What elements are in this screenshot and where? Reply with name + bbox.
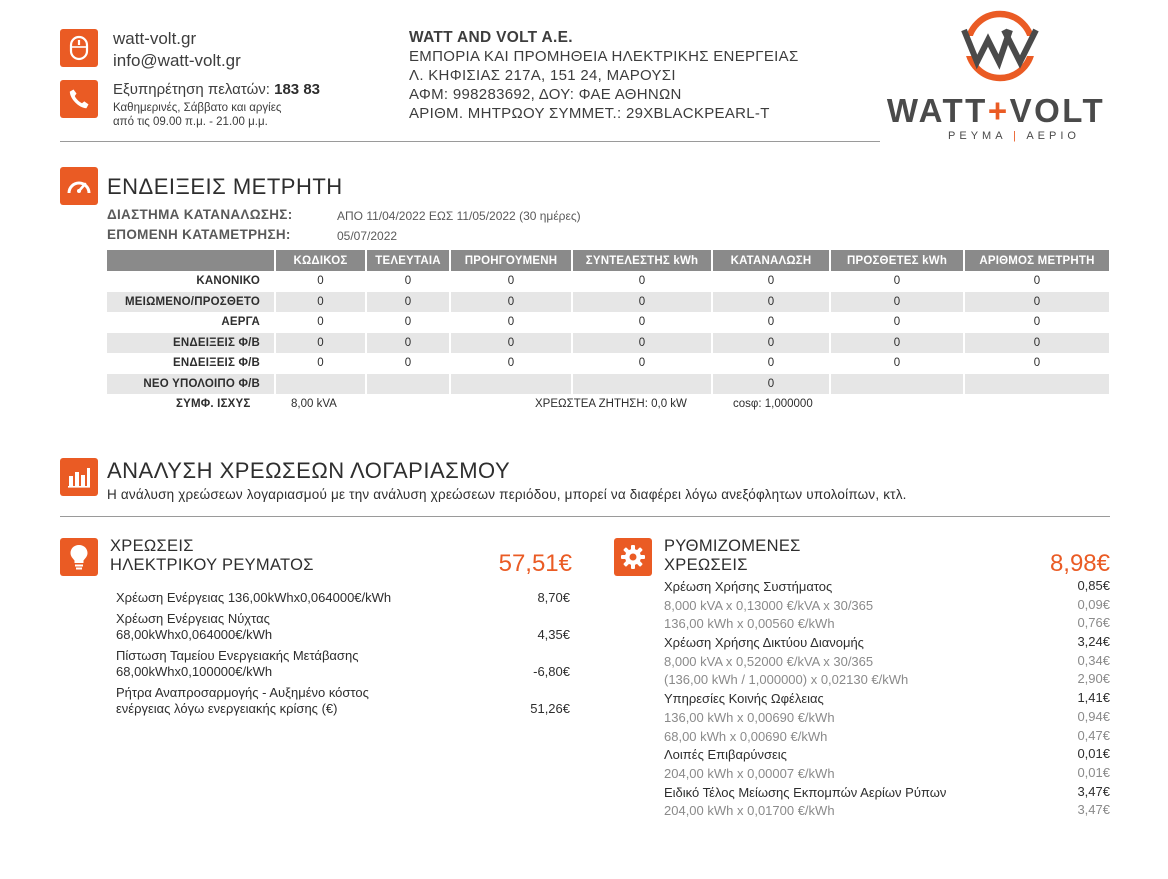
regulated-row-text: Λοιπές Επιβαρύνσεις: [664, 747, 787, 763]
meter-table-wrap: [105, 250, 1111, 394]
phone-icon: [60, 80, 98, 118]
row-label: ΑΕΡΓΑ: [221, 316, 260, 329]
table-cell: 0: [1033, 357, 1041, 370]
support-number: 183 83: [274, 81, 321, 98]
table-header-blank: [107, 250, 274, 271]
regulated-list: [664, 578, 1110, 821]
brand-logo: [880, 6, 1112, 146]
company-afm: ΑΦΜ: 998283692, ΔΟΥ: ΦΑΕ ΑΘΗΝΩΝ: [409, 86, 682, 103]
power-value: 8,00 kVA: [291, 398, 337, 410]
table-cell: 0: [1033, 275, 1041, 288]
regulated-row-text: 68,00 kWh x 0,00690 €/kWh: [664, 728, 828, 744]
meter-table-header: [107, 250, 1109, 271]
row-label: ΕΝΔΕΙΞΕΙΣ Φ/Β: [172, 357, 260, 370]
consumption-period-value: ΑΠΟ 11/04/2022 ΕΩΣ 11/05/2022 (30 ημέρες): [337, 209, 581, 223]
company-address: Λ. ΚΗΦΙΣΙΑΣ 217Α, 151 24, ΜΑΡΟΥΣΙ: [409, 67, 676, 84]
next-reading-label: ΕΠΟΜΕΝΗ ΚΑΤΑΜΕΤΡΗΣΗ:: [107, 227, 291, 242]
energy-item-amount: -6,80€: [533, 664, 570, 679]
table-cell: 0: [507, 357, 515, 370]
energy-item: [116, 611, 572, 643]
regulated-title-line-2: ΧΡΕΩΣΕΙΣ: [664, 556, 748, 574]
table-cell: 0: [451, 292, 571, 313]
regulated-row-amount: 0,09€: [1077, 596, 1110, 612]
table-cell: 0: [713, 333, 829, 354]
bar-chart-icon: [60, 458, 98, 496]
energy-title-line-2: ΗΛΕΚΤΡΙΚΟΥ ΡΕΥΜΑΤΟΣ: [110, 556, 314, 574]
energy-item-text: Χρέωση Ενέργειας Νύχτας: [116, 611, 270, 626]
support-hours-2: από τις 09.00 π.μ. - 21.00 μ.μ.: [113, 116, 268, 128]
energy-title-line-1: ΧΡΕΩΣΕΙΣ: [110, 537, 194, 555]
regulated-title-line-1: ΡΥΘΜΙΖΟΜΕΝΕΣ: [664, 537, 801, 555]
energy-item-text: Πίστωση Ταμείου Ενεργειακής Μετάβασης: [116, 648, 359, 663]
regulated-row: [664, 784, 1110, 803]
regulated-row-text: (136,00 kWh / 1,000000) x 0,02130 €/kWh: [664, 672, 909, 688]
regulated-row-text: 204,00 kWh x 0,00007 €/kWh: [664, 765, 835, 781]
table-cell: 0: [404, 316, 412, 329]
row-label: ΝΕΟ ΥΠΟΛΟΙΠΟ Φ/Β: [107, 374, 274, 395]
regulated-row: [664, 578, 1110, 597]
energy-item: [116, 590, 572, 606]
table-cell: 0: [831, 333, 963, 354]
logo-wordmark: [880, 92, 1112, 130]
table-cell: 0: [573, 333, 711, 354]
mouse-icon: [60, 29, 98, 67]
table-cell: 0: [404, 275, 412, 288]
energy-item-amount: 8,70€: [537, 590, 570, 605]
company-info: [409, 28, 799, 123]
table-cell: 0: [507, 316, 515, 329]
regulated-charges-title: [664, 537, 801, 575]
table-cell: 0: [1033, 316, 1041, 329]
next-reading-value: 05/07/2022: [337, 229, 398, 243]
column-header: ΠΡΟΗΓΟΥΜΕΝΗ: [451, 250, 571, 271]
logo-tagline: [914, 130, 1114, 142]
table-cell: 0: [317, 357, 324, 370]
column-header: ΤΕΛΕΥΤΑΙΑ: [367, 250, 449, 271]
column-header: ΑΡΙΘΜΟΣ ΜΕΤΡΗΤΗ: [965, 250, 1109, 271]
table-cell: [367, 374, 449, 395]
table-cell: 0: [767, 275, 775, 288]
regulated-row-text: 136,00 kWh x 0,00560 €/kWh: [664, 616, 835, 632]
table-cell: 0: [767, 316, 775, 329]
table-cell: 0: [965, 292, 1109, 313]
table-row: [107, 292, 1109, 313]
energy-charges-total: 57,51€: [498, 550, 572, 577]
table-cell: 0: [893, 275, 901, 288]
table-row: [107, 374, 1109, 395]
table-cell: [573, 374, 711, 395]
logo-plus: +: [987, 92, 1010, 129]
analysis-divider: [60, 516, 1110, 517]
energy-item-amount: 51,26€: [530, 701, 570, 716]
regulated-row-amount: 0,94€: [1077, 708, 1110, 724]
row-label: ΜΕΙΩΜΕΝΟ/ΠΡΟΣΘΕΤΟ: [107, 292, 274, 313]
table-cell: 0: [317, 275, 324, 288]
table-row: [107, 271, 1109, 292]
table-cell: [831, 374, 963, 395]
company-registry: ΑΡΙΘΜ. ΜΗΤΡΩΟΥ ΣΥΜΜΕΤ.: 29XBLACKPEARL-T: [409, 105, 770, 122]
regulated-row: [664, 746, 1110, 765]
logo-tag-left: ΡΕΥΜΑ: [948, 130, 1006, 142]
regulated-row: [664, 615, 1110, 634]
table-cell: 0: [638, 357, 646, 370]
analysis-section-title: ΑΝΑΛΥΣΗ ΧΡΕΩΣΕΩΝ ΛΟΓΑΡΙΑΣΜΟΥ: [107, 458, 511, 483]
table-cell: 0: [638, 275, 646, 288]
table-cell: 0: [451, 333, 571, 354]
regulated-row: [664, 634, 1110, 653]
table-row: [107, 333, 1109, 354]
gauge-icon: [60, 167, 98, 205]
table-cell: 0: [767, 357, 775, 370]
energy-item-text-2: 68,00kWhx0,100000€/kWh: [116, 664, 273, 679]
table-row: [107, 312, 1109, 333]
table-cell: 0: [507, 275, 515, 288]
regulated-row-amount: 0,76€: [1077, 615, 1110, 631]
table-cell: 0: [367, 292, 449, 313]
energy-item-text: Χρέωση Ενέργειας 136,00kWhx0,064000€/kWh: [116, 590, 392, 605]
gear-icon: [614, 538, 652, 576]
energy-item: [116, 685, 572, 717]
table-cell: 0: [573, 292, 711, 313]
regulated-row-text: Υπηρεσίες Κοινής Ωφέλειας: [664, 691, 824, 707]
table-cell: 0: [831, 292, 963, 313]
column-header: ΚΑΤΑΝΑΛΩΣΗ: [713, 250, 829, 271]
regulated-row-amount: 3,47€: [1077, 783, 1110, 799]
analysis-note: Η ανάλυση χρεώσεων λογαριασμού με την ανάλυση χρεώσεων περιόδου, μπορεί να διαφέρει λόγω ανεξόφλητων υπολοίπων, κτλ.: [107, 487, 907, 502]
table-cell: [276, 374, 365, 395]
energy-item-text: Ρήτρα Αναπροσαρμογής - Αυξημένο κόστος: [116, 685, 369, 700]
table-cell: 0: [276, 333, 365, 354]
logo-mark-icon: [960, 6, 1040, 86]
regulated-charges-total: 8,98€: [1049, 550, 1110, 577]
table-cell: 0: [965, 333, 1109, 354]
regulated-row-text: Ειδικό Τέλος Μείωσης Εκπομπών Αερίων Ρύπων: [664, 784, 947, 800]
column-header: ΠΡΟΣΘΕΤΕΣ kWh: [831, 250, 963, 271]
energy-item-amount: 4,35€: [537, 627, 570, 642]
regulated-row: [664, 765, 1110, 784]
row-label: ΕΝΔΕΙΞΕΙΣ Φ/Β: [107, 333, 274, 354]
table-cell: 0: [638, 316, 646, 329]
meter-section-title: ΕΝΔΕΙΞΕΙΣ ΜΕΤΡΗΤΗ: [107, 174, 343, 199]
regulated-row-text: Χρέωση Χρήσης Δικτύου Διανομής: [664, 635, 864, 651]
energy-charges-title: [110, 537, 314, 575]
table-cell: 0: [404, 357, 412, 370]
regulated-row-text: 204,00 kWh x 0,01700 €/kWh: [664, 803, 835, 819]
regulated-row-text: 136,00 kWh x 0,00690 €/kWh: [664, 709, 835, 725]
table-cell: 0: [317, 316, 324, 329]
header-divider: [60, 141, 880, 142]
regulated-row-amount: 0,34€: [1077, 652, 1110, 668]
table-cell: [451, 374, 571, 395]
regulated-row-amount: 0,47€: [1077, 727, 1110, 743]
regulated-row: [664, 728, 1110, 747]
regulated-row: [664, 597, 1110, 616]
email-link[interactable]: info@watt-volt.gr: [113, 51, 241, 70]
company-name: WATT AND VOLT A.E.: [409, 29, 573, 46]
energy-item-text-2: 68,00kWhx0,064000€/kWh: [116, 627, 273, 642]
consumption-period-label: ΔΙΑΣΤΗΜΑ ΚΑΤΑΝΑΛΩΣΗΣ:: [107, 207, 293, 222]
regulated-row-amount: 2,90€: [1077, 671, 1110, 687]
table-cell: 0: [893, 357, 901, 370]
table-row: [107, 353, 1109, 374]
regulated-row-amount: 0,01€: [1077, 764, 1110, 780]
table-cell: 0: [367, 333, 449, 354]
logo-tag-separator: |: [1013, 130, 1020, 142]
table-cell: 0: [893, 316, 901, 329]
regulated-row: [664, 802, 1110, 821]
logo-word-left: WATT: [886, 92, 988, 129]
table-cell: 0: [713, 292, 829, 313]
lightbulb-icon: [60, 538, 98, 576]
regulated-row-amount: 3,47€: [1077, 802, 1110, 818]
regulated-row: [664, 653, 1110, 672]
regulated-row: [664, 709, 1110, 728]
regulated-row-amount: 0,01€: [1077, 746, 1110, 762]
regulated-row-text: Χρέωση Χρήσης Συστήματος: [664, 579, 833, 594]
table-cell: [965, 374, 1109, 395]
company-description: ΕΜΠΟΡΙΑ ΚΑΙ ΠΡΟΜΗΘΕΙΑ ΗΛΕΚΤΡΙΚΗΣ ΕΝΕΡΓΕΙΑΣ: [409, 48, 799, 65]
row-label: ΚΑΝΟΝΙΚΟ: [196, 275, 260, 288]
support-line: [113, 81, 320, 98]
cosphi-value: cosφ: 1,000000: [733, 398, 813, 410]
regulated-row-text: 8,000 kVA x 0,52000 €/kVA x 30/365: [664, 653, 874, 669]
power-label: ΣΥΜΦ. ΙΣΧΥΣ: [176, 398, 251, 410]
regulated-row-amount: 0,85€: [1077, 578, 1110, 593]
regulated-row-amount: 1,41€: [1077, 690, 1110, 706]
regulated-row: [664, 671, 1110, 690]
meter-table: [105, 250, 1111, 394]
logo-tag-right: ΑΕΡΙΟ: [1026, 130, 1080, 142]
energy-item: [116, 648, 572, 680]
energy-item-text-2: ενέργειας λόγω ενεργειακής κρίσης (€): [116, 701, 338, 716]
regulated-row-text: 8,000 kVA x 0,13000 €/kVA x 30/365: [664, 597, 874, 613]
chargeable-demand: ΧΡΕΩΣΤΕΑ ΖΗΤΗΣΗ: 0,0 kW: [535, 398, 687, 410]
logo-word-right: VOLT: [1009, 92, 1106, 129]
support-hours-1: Καθημερινές, Σάββατο και αργίες: [113, 102, 282, 114]
regulated-row: [664, 690, 1110, 709]
column-header: ΣΥΝΤΕΛΕΣΤΗΣ kWh: [573, 250, 711, 271]
table-cell: 0: [276, 292, 365, 313]
table-cell: 0: [713, 374, 829, 395]
regulated-row-amount: 3,24€: [1077, 634, 1110, 650]
column-header: ΚΩΔΙΚΟΣ: [276, 250, 365, 271]
website-link[interactable]: watt-volt.gr: [113, 29, 197, 48]
support-label: Εξυπηρέτηση πελατών:: [113, 81, 270, 98]
